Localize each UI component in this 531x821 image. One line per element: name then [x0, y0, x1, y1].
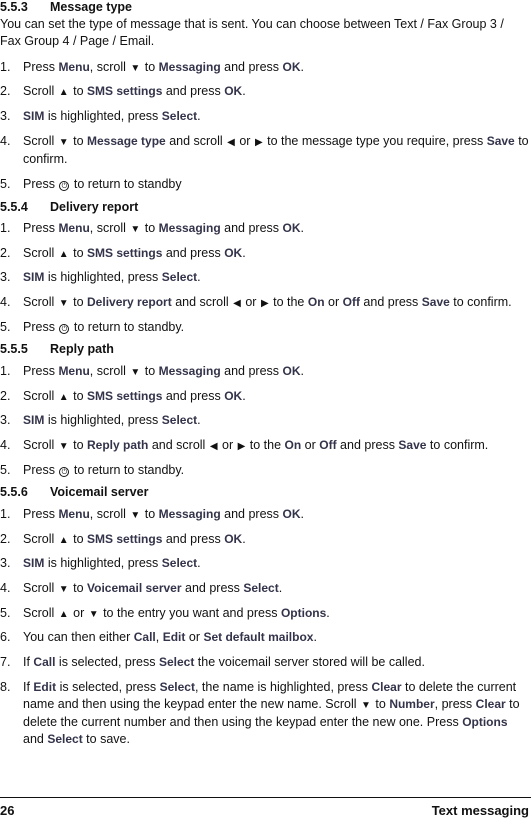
- key-label: Save: [421, 295, 450, 309]
- step-text: or: [69, 606, 88, 620]
- step-text: to confirm.: [426, 438, 489, 452]
- step-text: Scroll: [23, 581, 58, 595]
- step-text: to: [141, 364, 159, 378]
- right-triangle-icon: ▶: [237, 441, 246, 452]
- key-label: SIM: [23, 556, 45, 570]
- key-label: Select: [159, 680, 195, 694]
- step-text: Press: [23, 364, 59, 378]
- key-label: Message type: [87, 134, 166, 148]
- step-text: and press: [220, 60, 283, 74]
- step-text: Scroll: [23, 438, 58, 452]
- right-triangle-icon: ▶: [254, 137, 263, 148]
- section-heading: [0, 0, 132, 14]
- left-triangle-icon: ◀: [233, 298, 241, 309]
- key-label: SIM: [23, 413, 45, 427]
- key-label: Messaging: [158, 364, 221, 378]
- down-triangle-icon: ▼: [130, 510, 141, 521]
- step-text: .: [242, 246, 246, 260]
- step-number: 5.: [0, 606, 11, 620]
- step-number: 4.: [0, 438, 11, 452]
- step-text: .: [278, 581, 283, 595]
- section-title: Message type: [50, 0, 132, 14]
- key-label: OK: [282, 507, 301, 521]
- key-label: Save: [398, 438, 427, 452]
- step-number: 1.: [0, 221, 11, 235]
- step-text: is highlighted, press: [44, 270, 162, 284]
- step-body: [23, 108, 529, 125]
- step-text: Scroll: [23, 246, 58, 260]
- key-label: Select: [161, 270, 198, 284]
- step-number: 2.: [0, 532, 11, 546]
- step-text: to the message type you require, press: [263, 134, 487, 148]
- step-text: to the: [269, 295, 308, 309]
- step-text: , scroll: [89, 221, 130, 235]
- key-label: SMS settings: [87, 84, 163, 98]
- step-text: .: [197, 270, 201, 284]
- down-triangle-icon: ▼: [58, 584, 69, 595]
- step-number: 1.: [0, 60, 11, 74]
- section-intro: You can set the type of message that is sent. You can choose between Text / Fax Group 3 / Fax Group 4 / Page / Email.: [0, 17, 504, 48]
- step-text: .: [197, 413, 201, 427]
- down-triangle-icon: ▼: [58, 137, 69, 148]
- down-triangle-icon: ▼: [58, 441, 69, 452]
- key-label: OK: [224, 532, 243, 546]
- down-triangle-icon: ▼: [130, 367, 141, 378]
- step-text: and press: [220, 507, 283, 521]
- step-text: and press: [162, 246, 225, 260]
- step-body: [23, 133, 529, 168]
- step-text: You can then either: [23, 630, 134, 644]
- step-text: or: [324, 295, 343, 309]
- step-text: Press: [23, 221, 59, 235]
- step-text: Scroll: [23, 389, 58, 403]
- step-text: to delete the current name and then using the keypad enter the new name. Scroll: [23, 680, 517, 711]
- step-body: [23, 388, 529, 406]
- key-label: Reply path: [87, 438, 149, 452]
- step-text: .: [326, 606, 330, 620]
- step-text: or: [218, 438, 237, 452]
- step-text: .: [242, 532, 246, 546]
- step-body: [23, 580, 529, 598]
- step-text: or: [301, 438, 320, 452]
- step-number: 5.: [0, 320, 11, 334]
- step-text: , scroll: [89, 60, 130, 74]
- step-body: [23, 679, 529, 748]
- step-number: 3.: [0, 413, 11, 427]
- key-label: Set default mailbox: [203, 630, 314, 644]
- section-title: Reply path: [50, 342, 114, 356]
- key-label: Messaging: [158, 507, 221, 521]
- step-text: to: [141, 221, 159, 235]
- step-body: [23, 83, 529, 101]
- key-label: SMS settings: [87, 389, 163, 403]
- step-body: [23, 176, 529, 193]
- step-text: , press: [434, 697, 476, 711]
- key-label: Edit: [162, 630, 186, 644]
- step-number: 1.: [0, 507, 11, 521]
- down-triangle-icon: ▼: [130, 63, 141, 74]
- left-triangle-icon: ◀: [227, 137, 235, 148]
- step-text: to: [69, 84, 88, 98]
- step-number: 6.: [0, 630, 11, 644]
- key-label: OK: [282, 60, 301, 74]
- step-body: [23, 629, 529, 646]
- step-body: [23, 605, 529, 623]
- step-body: [23, 531, 529, 549]
- step-text: .: [242, 84, 246, 98]
- step-text: is selected, press: [55, 655, 159, 669]
- key-label: Menu: [58, 221, 90, 235]
- left-triangle-icon: ◀: [209, 441, 218, 452]
- step-text: to: [69, 246, 88, 260]
- key-label: Edit: [33, 680, 57, 694]
- step-text: If: [23, 680, 34, 694]
- right-triangle-icon: ▶: [260, 298, 269, 309]
- step-text: to the entry you want and press: [99, 606, 281, 620]
- step-text: to return to standby.: [70, 320, 185, 334]
- step-text: to return to standby: [70, 177, 182, 191]
- step-text: to: [69, 295, 88, 309]
- step-text: , scroll: [89, 364, 130, 378]
- up-triangle-icon: ▲: [58, 535, 69, 546]
- step-number: 2.: [0, 84, 11, 98]
- step-text: the voicemail server stored will be called.: [194, 655, 425, 669]
- step-text: to delete the current number and then using the keypad enter the new one. Press: [23, 697, 520, 729]
- step-body: [23, 363, 529, 381]
- section-number: 5.5.4: [0, 200, 28, 214]
- page-number: 26: [0, 803, 15, 818]
- key-label: Menu: [58, 507, 90, 521]
- step-text: and press: [220, 364, 283, 378]
- section-number: 5.5.3: [0, 0, 28, 14]
- step-text: and press: [162, 84, 225, 98]
- key-label: Save: [486, 134, 515, 148]
- step-text: to: [371, 697, 390, 711]
- up-triangle-icon: ▲: [58, 609, 69, 620]
- step-body: [23, 654, 529, 671]
- section-heading: [0, 342, 114, 356]
- step-number: 3.: [0, 109, 11, 123]
- key-label: Number: [389, 697, 435, 711]
- step-body: [23, 245, 529, 263]
- step-number: 5.: [0, 463, 11, 477]
- step-text: to: [141, 60, 159, 74]
- step-text: and press: [359, 295, 422, 309]
- step-text: and press: [220, 221, 283, 235]
- step-body: [23, 294, 529, 312]
- end-key-icon: ⏻: [59, 324, 69, 334]
- key-label: SIM: [23, 109, 45, 123]
- key-label: Clear: [475, 697, 506, 711]
- step-text: Press: [23, 320, 59, 334]
- key-label: Select: [47, 732, 83, 746]
- step-text: Press: [23, 463, 59, 477]
- key-label: Select: [161, 556, 198, 570]
- step-text: to return to standby.: [70, 463, 185, 477]
- down-triangle-icon: ▼: [361, 700, 371, 711]
- step-text: or: [185, 630, 204, 644]
- step-body: [23, 437, 529, 455]
- key-label: Select: [161, 413, 198, 427]
- key-label: Select: [243, 581, 279, 595]
- step-text: to confirm.: [23, 134, 529, 166]
- step-number: 4.: [0, 581, 11, 595]
- step-body: [23, 59, 529, 77]
- step-text: to the: [246, 438, 285, 452]
- key-label: Clear: [371, 680, 402, 694]
- step-body: [23, 319, 529, 336]
- step-text: Scroll: [23, 295, 58, 309]
- step-text: is selected, press: [56, 680, 160, 694]
- step-text: to save.: [82, 732, 130, 746]
- step-text: and scroll: [171, 295, 233, 309]
- key-label: OK: [282, 221, 301, 235]
- key-label: OK: [224, 246, 243, 260]
- key-label: Off: [342, 295, 360, 309]
- key-label: OK: [282, 364, 301, 378]
- step-text: and press: [336, 438, 399, 452]
- key-label: On: [284, 438, 302, 452]
- key-label: Call: [33, 655, 56, 669]
- step-text: and scroll: [148, 438, 209, 452]
- key-label: Options: [462, 715, 508, 729]
- end-key-icon: ⏻: [59, 467, 69, 477]
- section-number: 5.5.5: [0, 342, 28, 356]
- footer-rule: [0, 797, 531, 798]
- key-label: Off: [319, 438, 337, 452]
- key-label: Select: [161, 109, 198, 123]
- key-label: On: [307, 295, 325, 309]
- step-text: and press: [162, 532, 225, 546]
- step-text: to: [69, 581, 88, 595]
- step-body: [23, 462, 529, 479]
- key-label: SMS settings: [87, 246, 163, 260]
- step-body: [23, 506, 529, 524]
- key-label: Select: [158, 655, 195, 669]
- step-body: [23, 412, 529, 429]
- up-triangle-icon: ▲: [58, 392, 69, 403]
- key-label: Call: [133, 630, 156, 644]
- step-text: to: [69, 134, 88, 148]
- step-text: .: [197, 109, 201, 123]
- step-text: .: [300, 364, 304, 378]
- step-number: 2.: [0, 246, 11, 260]
- key-label: Messaging: [158, 60, 221, 74]
- step-text: .: [300, 60, 304, 74]
- step-text: Scroll: [23, 606, 58, 620]
- key-label: Menu: [58, 364, 90, 378]
- step-body: [23, 269, 529, 286]
- step-number: 4.: [0, 295, 11, 309]
- section-title: Delivery report: [50, 200, 139, 214]
- step-text: or: [241, 295, 260, 309]
- step-number: 5.: [0, 177, 11, 191]
- key-label: SIM: [23, 270, 45, 284]
- step-text: Scroll: [23, 134, 58, 148]
- step-text: , scroll: [89, 507, 130, 521]
- step-text: Press: [23, 60, 59, 74]
- step-text: Press: [23, 507, 59, 521]
- step-text: and press: [162, 389, 225, 403]
- key-label: OK: [224, 389, 243, 403]
- step-text: .: [197, 556, 201, 570]
- step-text: and scroll: [165, 134, 227, 148]
- step-text: , the name is highlighted, press: [194, 680, 372, 694]
- step-number: 3.: [0, 270, 11, 284]
- step-text: is highlighted, press: [44, 556, 162, 570]
- step-text: to: [69, 438, 88, 452]
- step-number: 2.: [0, 389, 11, 403]
- step-body: [23, 555, 529, 572]
- section-title: Voicemail server: [50, 485, 149, 499]
- step-text: is highlighted, press: [44, 109, 162, 123]
- end-key-icon: ⏻: [59, 181, 69, 191]
- step-text: Scroll: [23, 532, 58, 546]
- down-triangle-icon: ▼: [58, 298, 69, 309]
- key-label: SMS settings: [87, 532, 163, 546]
- step-text: .: [242, 389, 246, 403]
- section-heading: [0, 485, 148, 499]
- footer-section-title: Text messaging: [431, 803, 529, 818]
- down-triangle-icon: ▼: [130, 224, 141, 235]
- step-text: and: [23, 732, 48, 746]
- key-label: Options: [280, 606, 327, 620]
- step-number: 1.: [0, 364, 11, 378]
- section-heading: [0, 200, 138, 214]
- step-number: 4.: [0, 134, 11, 148]
- step-number: 7.: [0, 655, 11, 669]
- step-text: to: [141, 507, 159, 521]
- step-text: Scroll: [23, 84, 58, 98]
- up-triangle-icon: ▲: [58, 87, 69, 98]
- step-text: is highlighted, press: [44, 413, 162, 427]
- step-number: 3.: [0, 556, 11, 570]
- down-triangle-icon: ▼: [88, 609, 99, 620]
- step-text: .: [300, 221, 304, 235]
- key-label: Delivery report: [87, 295, 172, 309]
- key-label: Menu: [58, 60, 90, 74]
- step-text: to: [69, 532, 88, 546]
- step-text: .: [313, 630, 317, 644]
- key-label: Voicemail server: [87, 581, 182, 595]
- step-text: and press: [181, 581, 244, 595]
- key-label: OK: [224, 84, 243, 98]
- key-label: Messaging: [158, 221, 221, 235]
- up-triangle-icon: ▲: [58, 249, 69, 260]
- step-text: to confirm.: [449, 295, 512, 309]
- section-number: 5.5.6: [0, 485, 28, 499]
- step-number: 8.: [0, 680, 11, 694]
- step-text: If: [23, 655, 34, 669]
- step-text: or: [235, 134, 254, 148]
- step-text: ,: [155, 630, 163, 644]
- step-body: [23, 220, 529, 238]
- step-text: Press: [23, 177, 59, 191]
- step-text: to: [69, 389, 88, 403]
- step-text: .: [300, 507, 304, 521]
